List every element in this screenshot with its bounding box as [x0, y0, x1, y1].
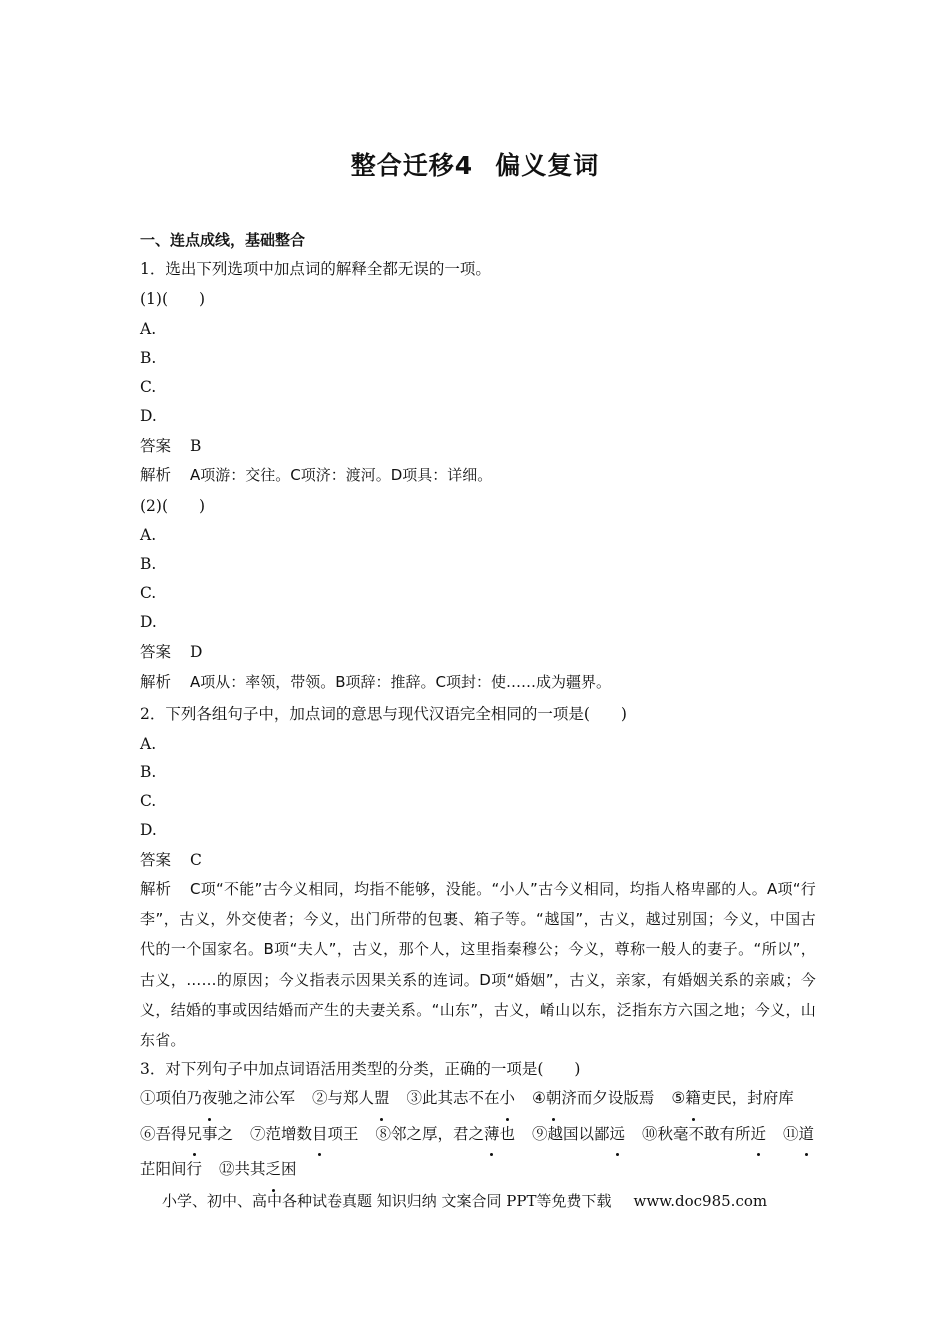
- q3-item-number: ⑧: [375, 1124, 392, 1143]
- q3-item-dotted-word: 兄: [187, 1117, 203, 1153]
- q3-item-dotted-word: 夜: [202, 1081, 218, 1117]
- footer: [162, 1190, 767, 1211]
- q3-item-dotted-word: 远: [610, 1117, 626, 1153]
- q1-sub1-option-a: A.: [140, 320, 157, 338]
- q3-item-dotted-word: 乏: [265, 1152, 281, 1188]
- q3-item-text: 济而夕设版焉: [561, 1089, 655, 1107]
- q3-item-number: ⑩: [641, 1124, 658, 1143]
- analysis-text: A项从：率领，带领。B项辞：推辞。C项封：使……成为疆界。: [190, 673, 612, 691]
- q1-sub1-option-c: C.: [140, 378, 157, 396]
- q3-item-text: 项王: [327, 1124, 359, 1143]
- q3-item-dotted-word: 近: [751, 1117, 767, 1153]
- q3-item-number: ④: [531, 1089, 546, 1107]
- answer-value: D: [190, 643, 203, 661]
- q1-sub2-answer: [140, 642, 202, 662]
- q3-item-text: 邻之厚，君之: [391, 1124, 485, 1143]
- q3-item-number: ③: [406, 1089, 422, 1107]
- q3-item-text: 事之: [202, 1124, 234, 1143]
- q3-item-text: 此其志不在: [422, 1089, 500, 1107]
- analysis-text: A项游：交往。C项济：渡河。D项具：详细。: [190, 466, 493, 484]
- q2-answer: [140, 850, 202, 870]
- answer-tag: 答案: [140, 851, 172, 869]
- footer-text: 小学、初中、高中各种试卷真题 知识归纳 文案合同 PPT等免费下载: [162, 1192, 612, 1210]
- q3-item-dotted-word: 盟: [374, 1081, 390, 1117]
- q3-item-number: ⑨: [532, 1124, 548, 1143]
- q3-item-text: 秋毫不敢有所: [657, 1124, 751, 1143]
- q2-analysis: [140, 874, 816, 1055]
- q3-item: [406, 1089, 515, 1107]
- q3-item-text: 困: [281, 1160, 297, 1178]
- q1-sub2-analysis: [140, 672, 611, 692]
- answer-value: C: [190, 851, 202, 869]
- q3-item-number: ②: [312, 1089, 328, 1107]
- title-sub: 偏义复词: [495, 151, 600, 180]
- q3-item: [140, 1125, 233, 1143]
- q1-stem: 1．选出下列选项中加点词的解释全都无误的一项。: [140, 260, 491, 278]
- analysis-tag: 解析: [140, 673, 172, 691]
- answer-value: B: [190, 437, 202, 455]
- q3-item-number: ⑫: [218, 1160, 235, 1178]
- q3-item-dotted-word: 道: [798, 1117, 814, 1153]
- q3-item: [312, 1089, 390, 1107]
- q2-option-c: C.: [140, 792, 157, 810]
- q3-item-dotted-word: 薄: [484, 1117, 500, 1153]
- q3-item-text: 越国以鄙: [547, 1124, 610, 1143]
- analysis-tag: 解析: [140, 466, 172, 484]
- q1-sub1-analysis: [140, 465, 492, 485]
- analysis-tag: 解析: [140, 880, 172, 898]
- q3-item-number: ⑦: [250, 1124, 266, 1143]
- title-main: 整合迁移4: [350, 151, 474, 180]
- q3-item: [376, 1125, 516, 1143]
- q3-item: [671, 1089, 793, 1107]
- q3-item-number: ⑤: [671, 1089, 686, 1107]
- q3-item-text: 与郑人: [327, 1089, 375, 1107]
- q2-stem: 2．下列各组句子中，加点词的意思与现代汉语完全相同的一项是( ): [140, 705, 627, 723]
- q1-sub2-option-d: D.: [140, 613, 157, 631]
- section-heading: 一、连点成线，基础整合: [140, 231, 306, 249]
- q3-item-text: 芷阳间行: [140, 1160, 203, 1178]
- q3-item-text: 项伯乃: [155, 1089, 203, 1107]
- q1-sub2-option-a: A.: [140, 526, 157, 544]
- q3-item: [140, 1089, 295, 1107]
- q3-item-dotted-word: 籍: [685, 1081, 701, 1117]
- q3-item-dotted-word: 小: [500, 1081, 516, 1117]
- q3-item: [532, 1125, 625, 1143]
- q3-item: [219, 1160, 297, 1178]
- q3-item-text: 驰之沛公军: [217, 1089, 296, 1107]
- q3-item-dotted-word: 目: [312, 1117, 328, 1153]
- page-title: [0, 146, 950, 182]
- q3-item: [642, 1125, 766, 1143]
- footer-url[interactable]: www.doc985.com: [633, 1192, 768, 1210]
- q3-item-number: ⑪: [782, 1124, 799, 1143]
- q2-option-a: A.: [140, 735, 157, 753]
- q3-item-dotted-word: 朝: [546, 1081, 562, 1117]
- q1-sub2-option-b: B.: [140, 555, 157, 573]
- q1-sub1-answer: [140, 436, 201, 456]
- q3-item-text: 吏民，封府库: [700, 1089, 794, 1107]
- q1-sub2-label: (2)( ): [140, 497, 206, 515]
- q3-item: [532, 1089, 654, 1107]
- q3-items: [140, 1081, 816, 1188]
- q3-stem: 3．对下列句子中加点词语活用类型的分类，正确的一项是( ): [140, 1060, 581, 1078]
- q1-sub2-option-c: C.: [140, 584, 157, 602]
- q1-sub1-label: (1)( ): [140, 290, 206, 308]
- answer-tag: 答案: [140, 437, 172, 455]
- q3-item-number: ①: [140, 1089, 156, 1107]
- q3-item-number: ⑥: [140, 1124, 156, 1143]
- q2-option-b: B.: [140, 763, 157, 781]
- answer-tag: 答案: [140, 643, 172, 661]
- q2-option-d: D.: [140, 821, 157, 839]
- q3-item: [250, 1125, 359, 1143]
- analysis-text: C项“不能”古今义相同，均指不能够，没能。“小人”古今义相同，均指人格卑鄙的人。A项“行李”，古义，外交使者；今义，出门所带的包裹、箱子等。“越国”，古义，越过别国；今义，中国古代的一个国家名。B项“夫人”，古义，那个人，这里指秦穆公；今义，尊称一般人的妻子。“所以”，古义，……的原因；今义指表示因果关系的连词。D项“婚姻”，古义，亲家，有婚姻关系的亲戚；今义，结婚的事或因结婚而产生的夫妻关系。“山东”，古义，崤山以东，泛指东方六国之地；今义，山东省。: [140, 880, 816, 1050]
- q1-sub1-option-b: B.: [140, 349, 157, 367]
- q3-item-text: 也: [499, 1124, 516, 1143]
- q3-item-text: 共其: [234, 1160, 266, 1178]
- q1-sub1-option-d: D.: [140, 407, 157, 425]
- q3-item-text: 范增数: [265, 1124, 313, 1143]
- q3-item-text: 吾得: [155, 1124, 187, 1143]
